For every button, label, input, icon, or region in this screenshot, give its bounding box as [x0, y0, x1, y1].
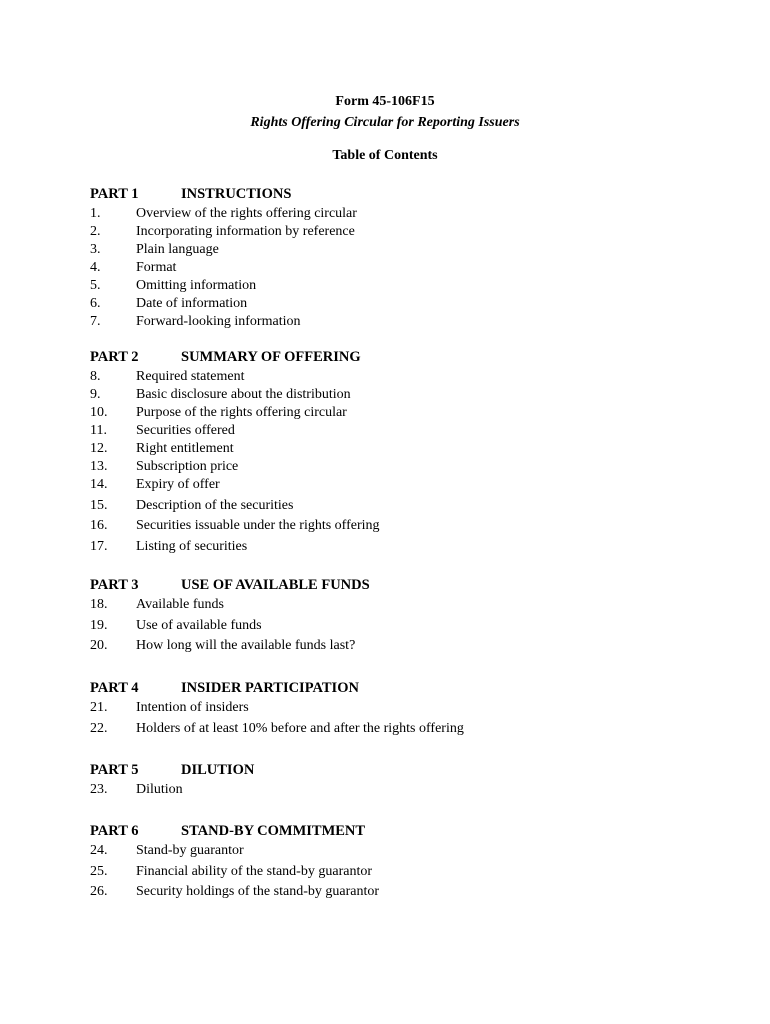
toc-item — [90, 539, 730, 560]
part-heading — [90, 349, 730, 369]
toc-item — [90, 423, 730, 441]
item-number: 19. — [90, 617, 108, 633]
part-label: PART 2 — [90, 349, 139, 365]
toc-item — [90, 278, 730, 296]
toc-part-3 — [90, 577, 730, 659]
toc-item — [90, 296, 730, 314]
item-number: 4. — [90, 260, 101, 275]
item-text: Basic disclosure about the distribution — [136, 387, 351, 402]
item-number: 15. — [90, 497, 108, 513]
item-text: Securities issuable under the rights offering — [136, 518, 380, 533]
item-number: 23. — [90, 782, 108, 797]
item-text: Omitting information — [136, 278, 257, 293]
item-text: Right entitlement — [136, 441, 234, 456]
part-title: USE OF AVAILABLE FUNDS — [181, 577, 370, 593]
toc-item — [90, 700, 730, 721]
toc-item — [90, 242, 730, 260]
toc-part-6 — [90, 823, 730, 905]
toc-part-1 — [90, 186, 730, 332]
item-number: 22. — [90, 720, 108, 736]
toc-item — [90, 884, 730, 905]
item-number: 12. — [90, 441, 108, 456]
item-text: Available funds — [136, 597, 224, 612]
item-text: Overview of the rights offering circular — [136, 206, 357, 221]
toc-item — [90, 518, 730, 539]
part-heading — [90, 577, 730, 597]
item-text: Securities offered — [136, 423, 235, 438]
toc-item — [90, 224, 730, 242]
item-text: Dilution — [136, 782, 183, 797]
toc-item — [90, 721, 730, 742]
toc-part-4 — [90, 680, 730, 741]
item-text: Intention of insiders — [136, 700, 249, 715]
toc-item — [90, 782, 730, 803]
part-heading — [90, 762, 730, 782]
toc-item — [90, 459, 730, 477]
part-heading — [90, 186, 730, 206]
item-number: 25. — [90, 863, 108, 879]
part-heading — [90, 823, 730, 843]
form-subtitle: Rights Offering Circular for Reporting Issuers — [250, 115, 520, 130]
item-number: 16. — [90, 518, 108, 533]
toc-item — [90, 387, 730, 405]
part-title: SUMMARY OF OFFERING — [181, 349, 361, 365]
item-text: Financial ability of the stand-by guarantor — [136, 863, 372, 879]
item-text: Stand-by guarantor — [136, 843, 244, 858]
item-text: Listing of securities — [136, 538, 248, 554]
item-number: 17. — [90, 538, 108, 554]
item-text: Plain language — [136, 242, 219, 257]
part-label: PART 1 — [90, 186, 139, 202]
toc-item — [90, 618, 730, 639]
item-number: 5. — [90, 278, 101, 293]
item-number: 6. — [90, 296, 101, 311]
part-title: STAND-BY COMMITMENT — [181, 823, 366, 839]
toc-item — [90, 477, 730, 498]
part-label: PART 6 — [90, 823, 139, 839]
item-text: Description of the securities — [136, 497, 294, 513]
item-text: Expiry of offer — [136, 477, 220, 492]
item-number: 8. — [90, 369, 101, 384]
item-text: Forward-looking information — [136, 314, 301, 329]
item-number: 11. — [90, 423, 107, 438]
toc-item — [90, 314, 730, 332]
part-title: INSIDER PARTICIPATION — [181, 680, 359, 696]
item-text: Purpose of the rights offering circular — [136, 405, 347, 420]
item-number: 21. — [90, 700, 108, 715]
item-text: How long will the available funds last? — [136, 638, 356, 653]
toc-item — [90, 843, 730, 864]
part-label: PART 5 — [90, 762, 139, 778]
toc-item — [90, 206, 730, 224]
toc-item — [90, 441, 730, 459]
toc-item — [90, 260, 730, 278]
item-number: 18. — [90, 597, 108, 612]
item-text: Security holdings of the stand-by guarantor — [136, 884, 380, 899]
item-number: 24. — [90, 843, 108, 858]
item-text: Format — [136, 260, 177, 275]
part-heading — [90, 680, 730, 700]
part-label: PART 3 — [90, 577, 139, 593]
part-title: DILUTION — [181, 762, 255, 778]
toc-item — [90, 638, 730, 659]
part-title: INSTRUCTIONS — [181, 186, 292, 202]
item-number: 26. — [90, 884, 108, 899]
item-number: 7. — [90, 314, 101, 329]
item-text: Subscription price — [136, 459, 239, 474]
toc-item — [90, 405, 730, 423]
item-text: Incorporating information by reference — [136, 224, 355, 239]
toc-item — [90, 498, 730, 519]
form-title: Form 45-106F15 — [335, 94, 435, 109]
part-label: PART 4 — [90, 680, 139, 696]
toc-part-2 — [90, 349, 730, 559]
toc-part-5 — [90, 762, 730, 803]
item-text: Date of information — [136, 296, 248, 311]
item-number: 1. — [90, 206, 101, 221]
toc-title: Table of Contents — [332, 148, 438, 163]
item-number: 3. — [90, 242, 101, 257]
item-text: Holders of at least 10% before and after the rights offering — [136, 720, 464, 736]
item-text: Required statement — [136, 369, 245, 384]
item-number: 20. — [90, 638, 108, 653]
item-number: 10. — [90, 405, 108, 420]
item-number: 14. — [90, 477, 108, 492]
toc-item — [90, 864, 730, 885]
item-number: 9. — [90, 387, 101, 402]
item-number: 2. — [90, 224, 101, 239]
item-number: 13. — [90, 459, 108, 474]
item-text: Use of available funds — [136, 617, 262, 633]
toc-item — [90, 597, 730, 618]
toc-item — [90, 369, 730, 387]
